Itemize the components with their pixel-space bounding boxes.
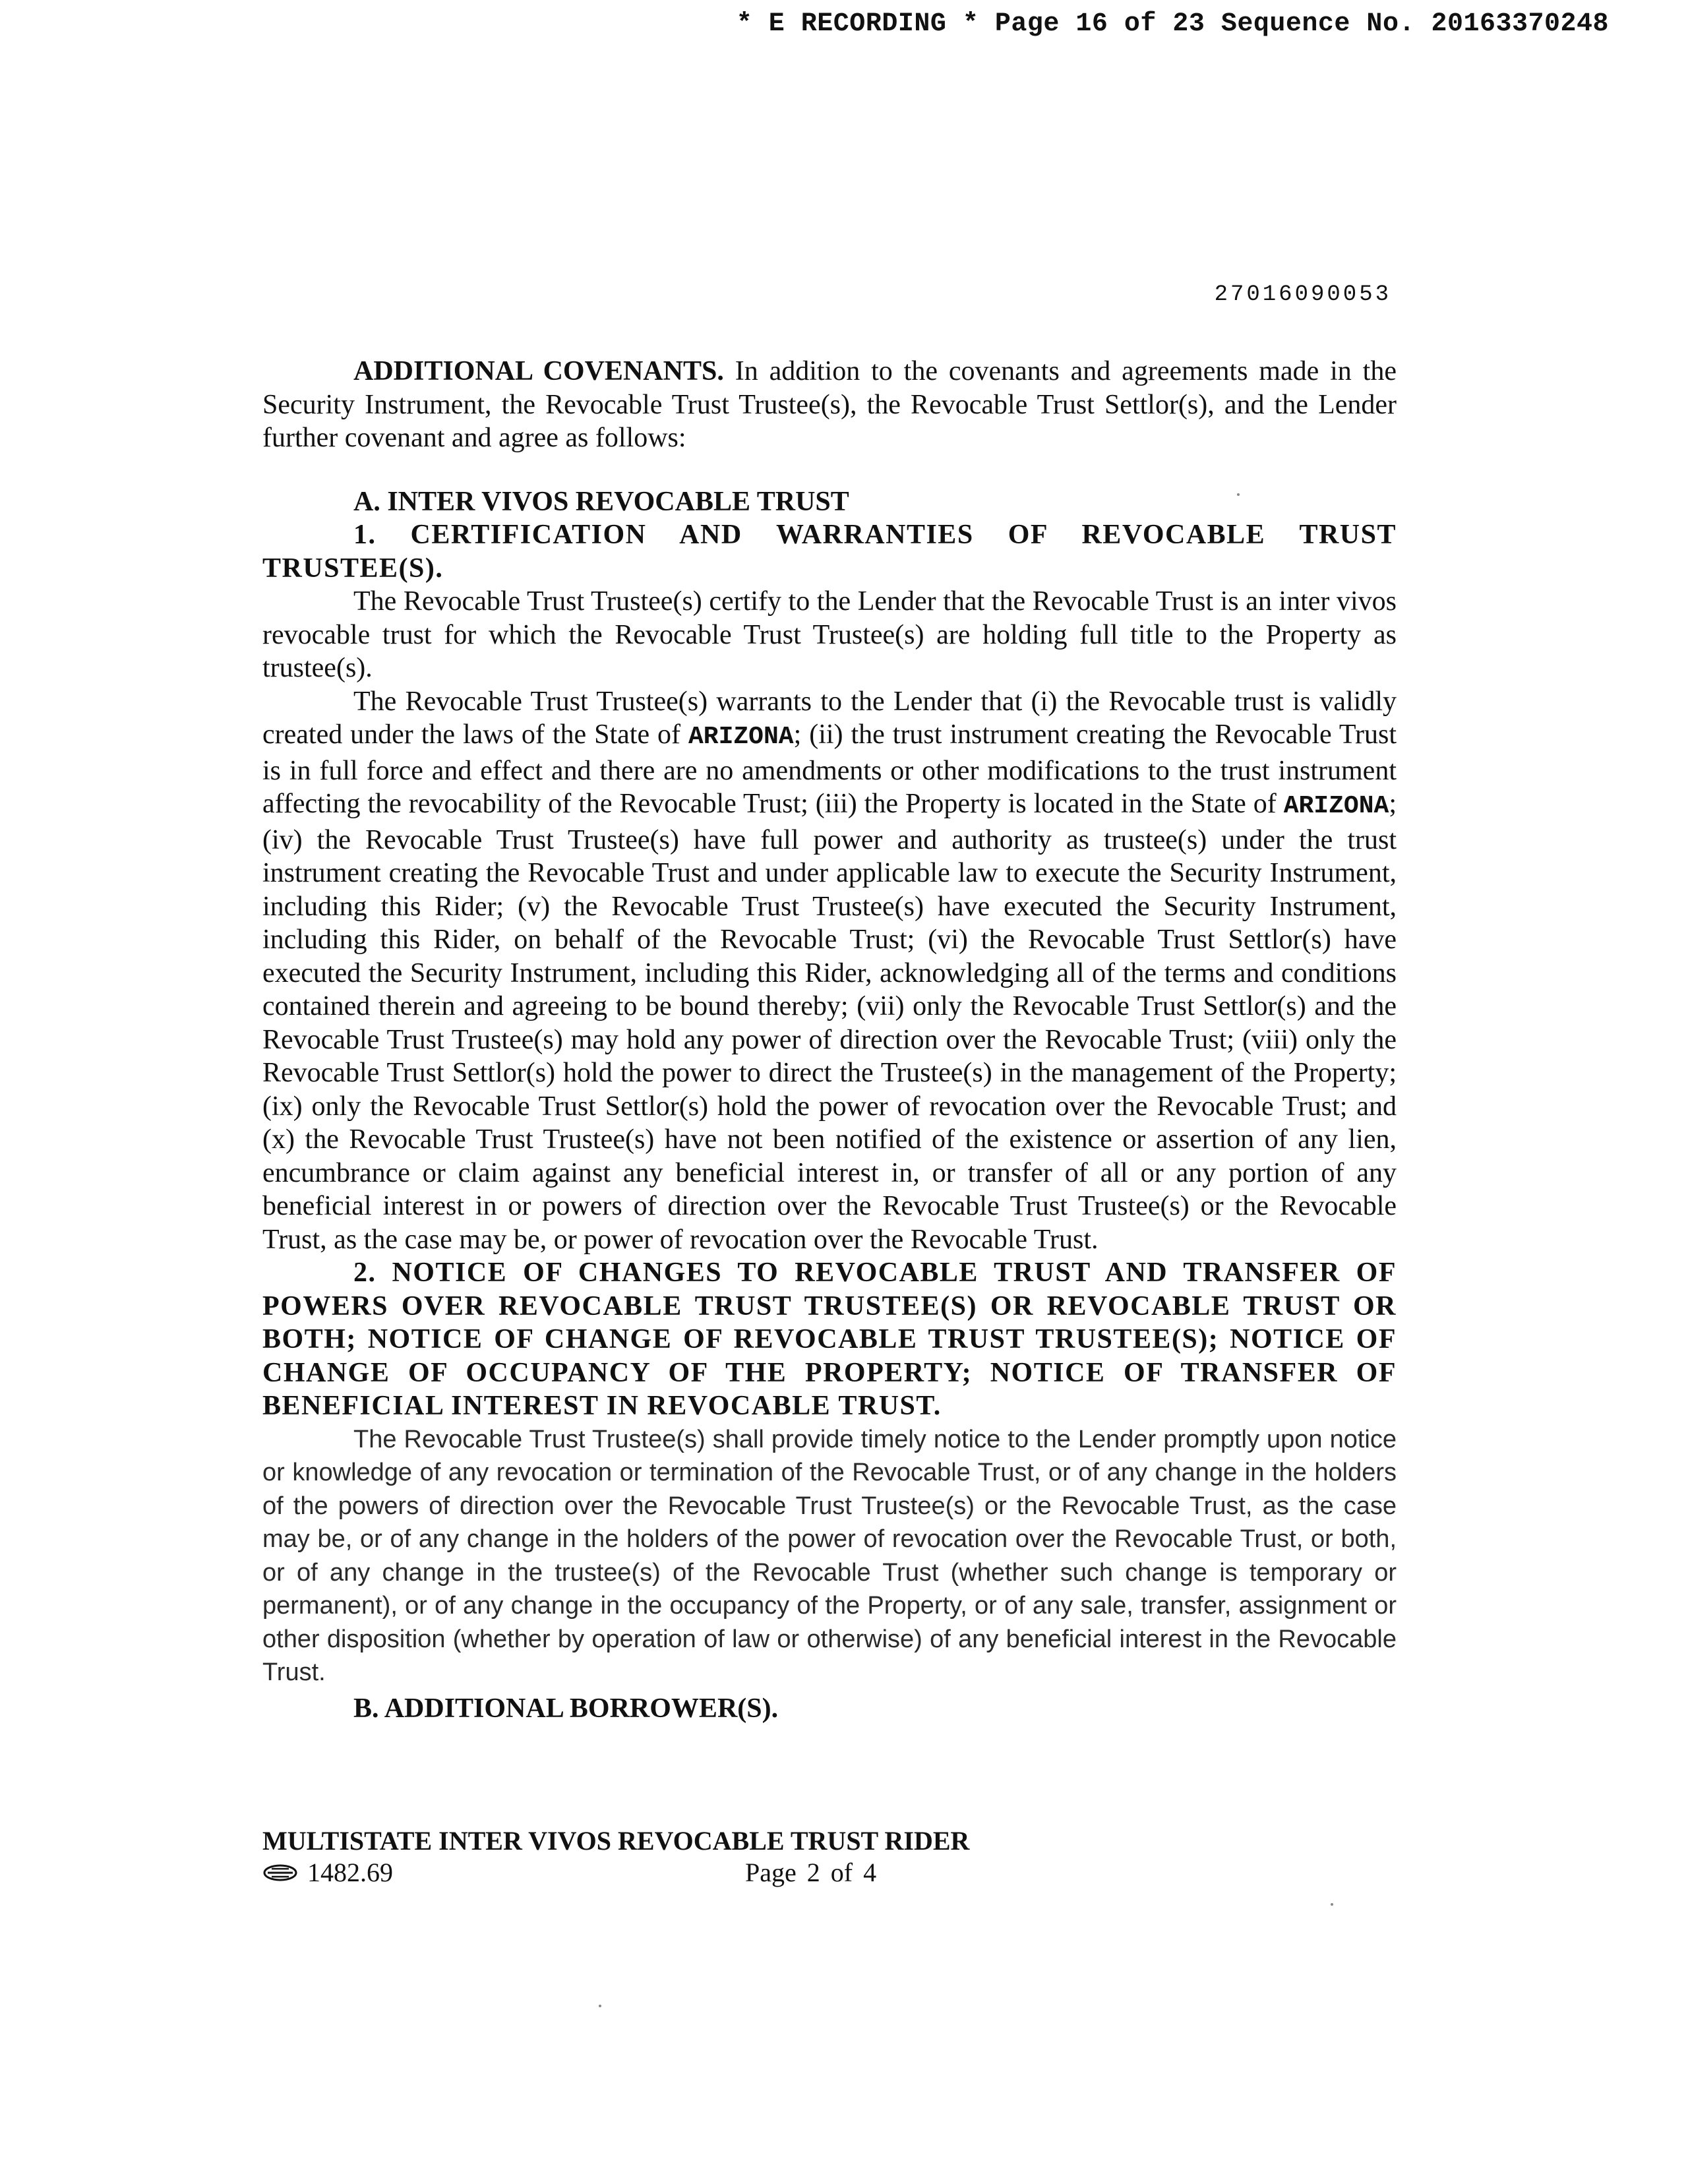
form-code bbox=[262, 1857, 393, 1889]
scan-speck bbox=[1237, 493, 1240, 496]
footer-line bbox=[262, 1857, 1054, 1889]
recording-stamp: * E RECORDING * Page 16 of 23 Sequence No. 20163370248 bbox=[736, 9, 1609, 39]
warranties-text-1: The Revocable Trust Trustee(s) warrants to the Lender that (i) the Revocable trust is validly created under the laws of the State of bbox=[262, 686, 1397, 750]
warranties-text-2: ; (ii) the trust instrument creating the Revocable Trust is in full force and effect and there are no amendments or other modifications to the trust instrument affecting the revocability of the Revocable Trust; (iii) the Property is located in the State of bbox=[262, 719, 1397, 819]
scan-speck bbox=[1331, 1903, 1333, 1906]
form-code-number: 1482.69 bbox=[307, 1858, 393, 1887]
form-logo-icon bbox=[262, 1863, 298, 1883]
form-title: MULTISTATE INTER VIVOS REVOCABLE TRUST RIDER bbox=[262, 1826, 970, 1856]
certification-paragraph: The Revocable Trust Trustee(s) certify to the Lender that the Revocable Trust is an inter vivos revocable trust for which the Revocable Trust Trustee(s) are holding full title to the Property as trustee(s). bbox=[262, 586, 1397, 683]
section-1-heading: 1. CERTIFICATION AND WARRANTIES OF REVOCABLE TRUST TRUSTEE(S). bbox=[262, 520, 1397, 584]
page-number: Page 2 of 4 bbox=[745, 1858, 877, 1887]
warranties-paragraph bbox=[262, 685, 1397, 1257]
scan-speck bbox=[599, 2005, 601, 2007]
additional-covenants-text: In addition to the covenants and agreements made in the Security Instrument, the Revocable Trust Trustee(s), the Revocable Trust Settlor(s), and the Lender further covenant and agree as follows: bbox=[262, 356, 1397, 453]
section-2-heading: 2. NOTICE OF CHANGES TO REVOCABLE TRUST AND TRANSFER OF POWERS OVER REVOCABLE TRUST TRUSTEE(S) OR REVOCABLE TRUST OR BOTH; NOTICE OF CHANGE OF REVOCABLE TRUST TRUSTEE(S); NOTICE OF CHANGE OF OCCUPANCY OF THE PROPERTY; NOTICE OF TRANSFER OF BENEFICIAL INTEREST IN REVOCABLE TRUST. bbox=[262, 1258, 1397, 1421]
state-name-2: ARIZONA bbox=[1283, 792, 1389, 820]
warranties-text-3: ; (iv) the Revocable Trust Trustee(s) have full power and authority as trustee(s) under the trust instrument creating the Revocable Trust and under applicable law to execute the Security Instrument, including this Rider; (v) the Revocable Trust Trustee(s) have executed the Security Instrument, including this Rider, on behalf of the Revocable Trust; (vi) the Revocable Trust Settlor(s) have executed the Security Instrument, including this Rider, acknowledging all of the terms and conditions contained therein and agreeing to be bound thereby; (vii) only the Revocable Trust Settlor(s) and the Revocable Trust Trustee(s) may hold any power of direction over the Revocable Trust; (viii) only the Revocable Trust Settlor(s) hold the power to direct the Trustee(s) in the management of the Property; (ix) only the Revocable Trust Settlor(s) hold the power of revocation over the Revocable Trust; and (x) the Revocable Trust Trustee(s) have not been notified of the existence or assertion of any lien, encumbrance or claim against any beneficial interest in, or transfer of all or any portion of any beneficial interest in or powers of direction over the Revocable Trust Trustee(s) or the Revocable Trust, as the case may be, or power of revocation over the Revocable Trust. bbox=[262, 789, 1397, 1255]
section-b-heading: B. ADDITIONAL BORROWER(S). bbox=[353, 1693, 779, 1724]
document-body bbox=[262, 355, 1397, 1725]
loan-number: 27016090053 bbox=[1214, 282, 1391, 307]
section-a-heading: A. INTER VIVOS REVOCABLE TRUST bbox=[353, 486, 849, 517]
document-footer bbox=[262, 1825, 1054, 1889]
additional-covenants-paragraph bbox=[262, 355, 1397, 455]
notice-paragraph: The Revocable Trust Trustee(s) shall provide timely notice to the Lender promptly upon notice or knowledge of any revocation or termination of the Revocable Trust, or of any change in the holders of the powers of direction over the Revocable Trust Trustee(s) or the Revocable Trust, as the case may be, or of any change in the holders of the power of revocation over the Revocable Trust, or both, or of any change in the trustee(s) of the Revocable Trust (whether such change is temporary or permanent), or of any change in the occupancy of the Property, or of any sale, transfer, assignment or other disposition (whether by operation of law or otherwise) of any beneficial interest in the Revocable Trust. bbox=[262, 1425, 1397, 1686]
state-name-1: ARIZONA bbox=[688, 723, 794, 751]
additional-covenants-heading: ADDITIONAL COVENANTS. bbox=[353, 356, 724, 386]
